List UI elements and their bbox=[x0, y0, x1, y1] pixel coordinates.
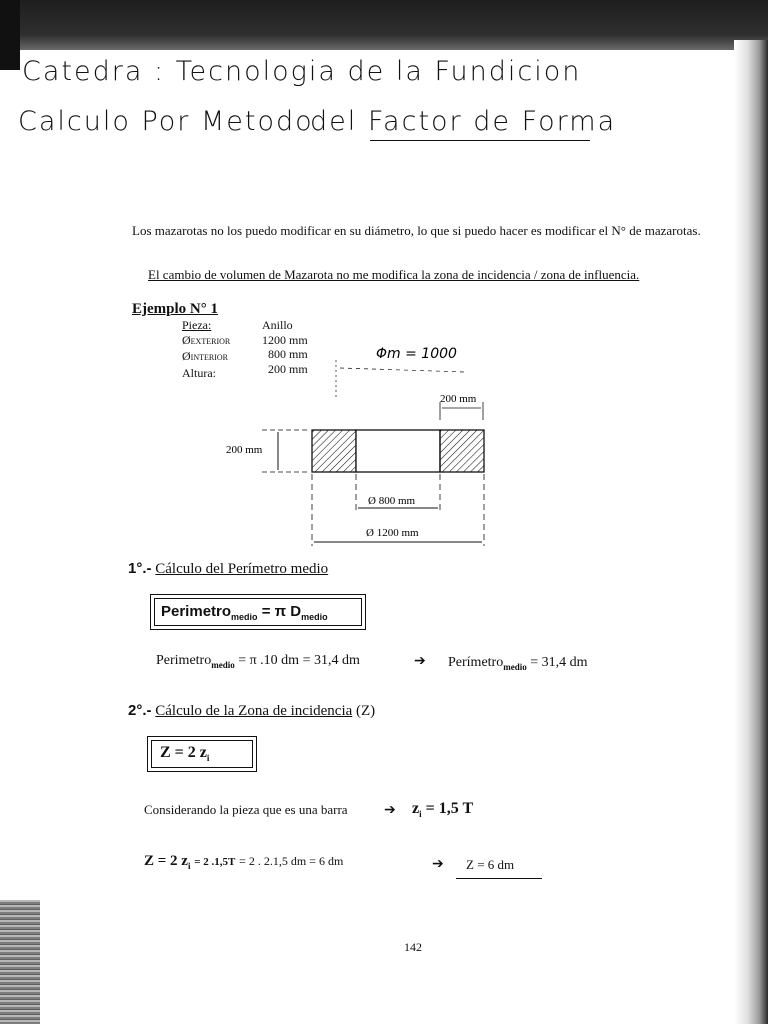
right-arrow-icon: ➔ bbox=[432, 857, 444, 872]
step1-heading bbox=[128, 560, 328, 578]
step1-number: 1°.- bbox=[128, 560, 152, 577]
step2-title-suffix: (Z) bbox=[356, 703, 376, 719]
step2-result-underline bbox=[456, 878, 542, 879]
spec-label: Ø bbox=[182, 332, 191, 347]
step2-heading bbox=[128, 702, 375, 720]
outer-diameter-label: Ø 1200 mm bbox=[366, 527, 419, 539]
spec-label: Altura: bbox=[182, 365, 216, 380]
section-right-hatch bbox=[440, 430, 484, 472]
handwritten-method-title-a: Calculo Por Metodo bbox=[18, 106, 314, 137]
step2-number: 2°.- bbox=[128, 702, 152, 719]
intro-underlined-note: El cambio de volumen de Mazarota no me modifica la zona de incidencia / zona de influencia. bbox=[148, 267, 640, 282]
example-title: Ejemplo N° 1 bbox=[132, 301, 218, 317]
section-hollow bbox=[356, 430, 440, 472]
step2-result: Z = 6 dm bbox=[466, 857, 515, 872]
step1-calculation: Perimetro$_{medio}$ = π .10 dm = 31,4 dm bbox=[156, 653, 360, 670]
step2-title: Cálculo de la Zona de incidencia bbox=[155, 703, 353, 719]
scan-dark-corner bbox=[0, 0, 20, 70]
spec-value: 1200 mm bbox=[262, 332, 308, 347]
handwritten-method-title-c: Factor de Forma bbox=[368, 106, 617, 137]
dm-note: Φm = 1000 bbox=[376, 346, 457, 362]
spec-label-sub: INTERIOR bbox=[190, 353, 228, 362]
spec-value: 800 mm bbox=[268, 347, 308, 361]
spec-value: Anillo bbox=[262, 318, 293, 332]
inner-diameter-label: Ø 800 mm bbox=[368, 495, 416, 507]
spec-label-sub: EXTERIOR bbox=[190, 336, 231, 346]
step2-calculation: Z = 2 $z_i = 2$ .1,5T = 2 . 2.1,5 dm = 6 dm bbox=[144, 853, 344, 871]
handwritten-course-title: Catedra : Tecnologia de la Fundicion bbox=[22, 56, 582, 87]
scan-dark-border-top bbox=[0, 0, 768, 50]
spec-value: 200 mm bbox=[268, 361, 308, 376]
ring-section-drawing bbox=[140, 300, 600, 560]
scan-noise-left bbox=[0, 900, 40, 1024]
height-dimension bbox=[226, 430, 310, 472]
scan-page-edge-right bbox=[734, 40, 768, 1024]
right-arrow-icon: ➔ bbox=[414, 654, 426, 669]
step1-formula-box bbox=[150, 594, 366, 630]
step2-formula-box bbox=[147, 736, 257, 772]
handwritten-underline bbox=[370, 140, 590, 141]
step2-consideration: Considerando la pieza que es una barra bbox=[144, 802, 348, 817]
step1-title: Cálculo del Perímetro medio bbox=[155, 561, 329, 577]
right-arrow-icon: ➔ bbox=[384, 803, 396, 818]
step2-formula: Z = 2 $z_i$ bbox=[160, 744, 210, 764]
step1-formula: Perimetro$_{medio}$ = π $D_{medio}$ bbox=[161, 603, 328, 622]
spec-label: Pieza: bbox=[182, 318, 212, 332]
step2-zi-value: $z_i = 1,5$ T bbox=[412, 800, 474, 820]
step1-result: Perímetro$_{medio}$ = 31,4 dm bbox=[448, 655, 588, 672]
handwritten-method-title-b: del bbox=[310, 106, 358, 137]
height-label: 200 mm bbox=[226, 444, 263, 456]
section-left-hatch bbox=[312, 430, 356, 472]
intro-paragraph: Los mazarotas no los puedo modificar en su diámetro, lo que si puedo hacer es modificar el N° de mazarotas. bbox=[132, 223, 701, 238]
spec-label: Ø bbox=[182, 349, 191, 363]
wall-dimension bbox=[440, 393, 483, 420]
wall-label: 200 mm bbox=[440, 393, 477, 405]
page-number: 142 bbox=[404, 940, 422, 954]
mean-diameter-annotation bbox=[336, 346, 465, 400]
